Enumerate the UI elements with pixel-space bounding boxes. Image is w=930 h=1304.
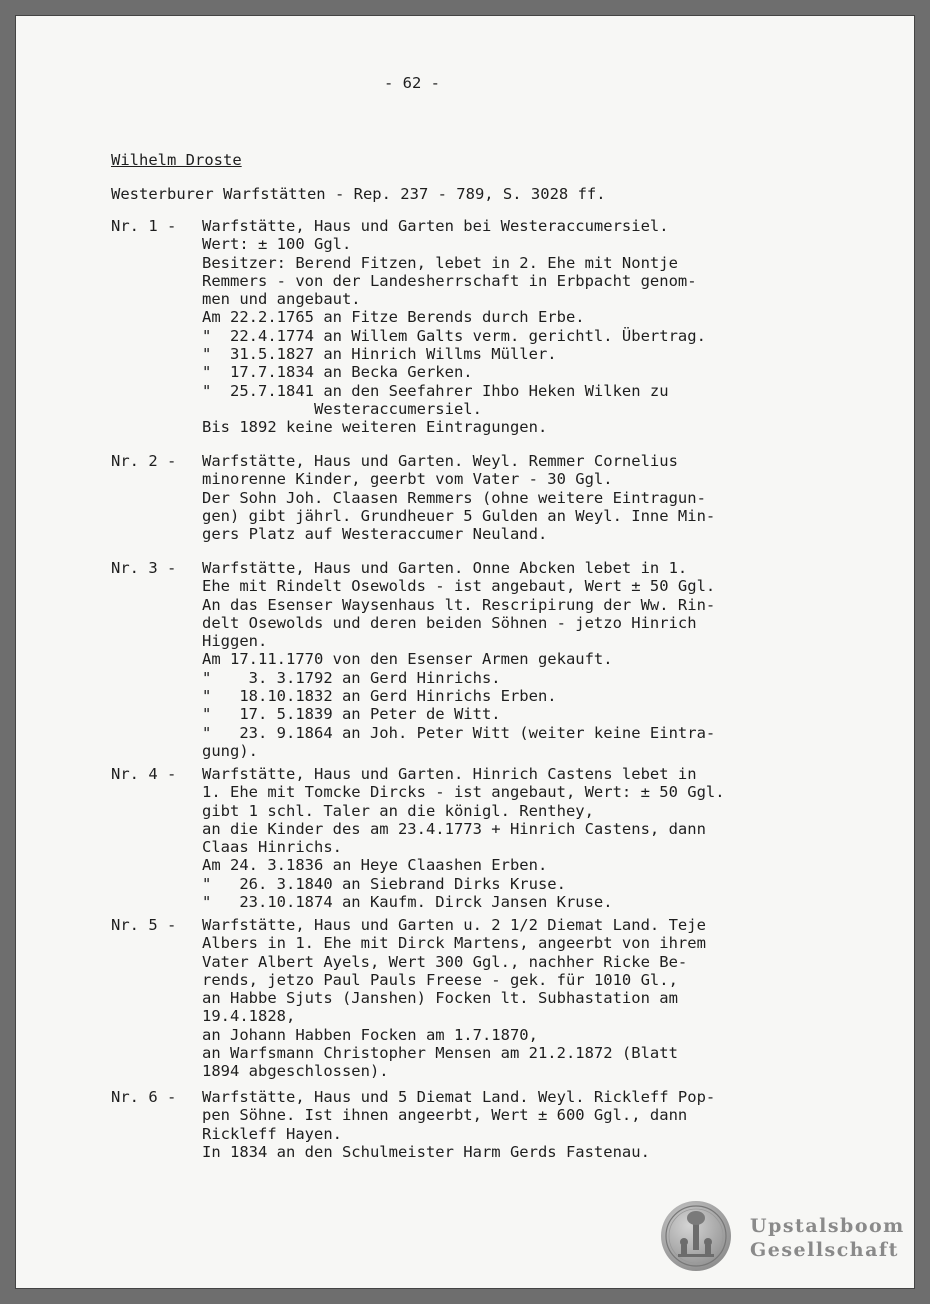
entry-line: gung). (202, 741, 258, 760)
entry-line: In 1834 an den Schulmeister Harm Gerds Fastenau. (202, 1142, 650, 1161)
entry-line: " 18.10.1832 an Gerd Hinrichs Erben. (202, 687, 557, 706)
source-reference: Westerburer Warfstätten - Rep. 237 - 789, S. 3028 ff. (111, 185, 606, 203)
entry-line: " 3. 3.1792 an Gerd Hinrichs. (202, 668, 501, 687)
entry-line: men und angebaut. (202, 290, 361, 309)
entry-line: " 25.7.1841 an den Seefahrer Ihbo Heken Wilken zu (202, 381, 669, 400)
entry-number: Nr. 3 - (111, 559, 177, 577)
entry-line: Remmers - von der Landesherrschaft in Erbpacht genom- (202, 271, 697, 290)
entry-line: an die Kinder des am 23.4.1773 + Hinrich Castens, dann (202, 819, 706, 838)
entry-line: Der Sohn Joh. Claasen Remmers (ohne weitere Eintragun- (202, 488, 706, 507)
entry-line: Am 17.11.1770 von den Esenser Armen gekauft. (202, 650, 613, 669)
entry-line: gers Platz auf Westeraccumer Neuland. (202, 525, 548, 544)
seal-icon (660, 1200, 732, 1272)
entry-number: Nr. 6 - (111, 1088, 177, 1106)
entry-text (202, 1088, 715, 1161)
entry-line: " 26. 3.1840 an Siebrand Dirks Kruse. (202, 874, 566, 893)
entry-line: " 23. 9.1864 an Joh. Peter Witt (weiter keine Eintra- (202, 723, 716, 742)
entry-line: Am 24. 3.1836 an Heye Claashen Erben. (202, 856, 548, 875)
entry-text (202, 765, 725, 911)
entry-line: Wert: ± 100 Ggl. (202, 235, 352, 254)
author-heading: Wilhelm Droste (111, 151, 242, 169)
entry-line: Higgen. (202, 632, 268, 651)
entry-line: 1. Ehe mit Tomcke Dircks - ist angebaut, Wert: ± 50 Ggl. (202, 783, 725, 802)
entry-line: rends, jetzo Paul Pauls Freese - gek. für 1010 Gl., (202, 970, 678, 989)
entry-line: Vater Albert Ayels, Wert 300 Ggl., nachher Ricke Be- (202, 952, 688, 971)
entry-text (202, 559, 715, 760)
entry-line: an Warfsmann Christopher Mensen am 21.2.1872 (Blatt (202, 1044, 678, 1063)
entry-line: an Habbe Sjuts (Janshen) Focken lt. Subhastation am (202, 989, 678, 1008)
entry-text (202, 452, 715, 543)
document-page (16, 16, 914, 1288)
logo-line-2: Gesellschaft (750, 1239, 899, 1261)
entry-line: Albers in 1. Ehe mit Dirck Martens, angeerbt von ihrem (202, 934, 706, 953)
entry-line: an Johann Habben Focken am 1.7.1870, (202, 1025, 538, 1044)
entry-line: 1894 abgeschlossen). (202, 1062, 389, 1081)
entry-line: Am 22.2.1765 an Fitze Berends durch Erbe. (202, 308, 585, 327)
entry-line: Warfstätte, Haus und Garten u. 2 1/2 Diemat Land. Teje (202, 916, 706, 934)
society-logo (660, 1200, 905, 1276)
entry-line: Warfstätte, Haus und Garten. Onne Abcken lebet in 1. (202, 559, 688, 577)
entry-line: minorenne Kinder, geerbt vom Vater - 30 Ggl. (202, 470, 613, 489)
entry-number: Nr. 4 - (111, 765, 177, 783)
entry-line: Warfstätte, Haus und Garten bei Westeraccumersiel. (202, 217, 669, 235)
entry-line: " 22.4.1774 an Willem Galts verm. gerichtl. Übertrag. (202, 326, 706, 345)
entry-line: Warfstätte, Haus und Garten. Weyl. Remmer Cornelius (202, 452, 678, 470)
entry-line: Claas Hinrichs. (202, 838, 342, 857)
entry-text (202, 916, 706, 1081)
entry-number: Nr. 2 - (111, 452, 177, 470)
entry-line: Bis 1892 keine weiteren Eintragungen. (202, 418, 548, 437)
entry-line: gen) gibt jährl. Grundheuer 5 Gulden an Weyl. Inne Min- (202, 506, 716, 525)
entry-line: delt Osewolds und deren beiden Söhnen - jetzo Hinrich (202, 613, 697, 632)
entry-line: pen Söhne. Ist ihnen angeerbt, Wert ± 600 Ggl., dann (202, 1106, 688, 1125)
entry-line: " 17.7.1834 an Becka Gerken. (202, 363, 473, 382)
logo-text (750, 1214, 905, 1262)
entry-line: Ehe mit Rindelt Osewolds - ist angebaut, Wert ± 50 Ggl. (202, 577, 716, 596)
entry-line: Rickleff Hayen. (202, 1124, 342, 1143)
entry-line: " 23.10.1874 an Kaufm. Dirck Jansen Kruse. (202, 893, 613, 912)
entry-number: Nr. 1 - (111, 217, 177, 235)
entry-text (202, 217, 706, 437)
entry-line: Warfstätte, Haus und 5 Diemat Land. Weyl. Rickleff Pop- (202, 1088, 716, 1106)
entry-line: 19.4.1828, (202, 1007, 296, 1026)
entry-line: Westeraccumersiel. (202, 399, 482, 418)
entry-number: Nr. 5 - (111, 916, 177, 934)
logo-line-1: Upstalsboom (750, 1215, 905, 1237)
entry-line: " 31.5.1827 an Hinrich Willms Müller. (202, 345, 557, 364)
entry-line: Besitzer: Berend Fitzen, lebet in 2. Ehe mit Nontje (202, 253, 678, 272)
entry-line: Warfstätte, Haus und Garten. Hinrich Castens lebet in (202, 765, 697, 783)
entry-line: An das Esenser Waysenhaus lt. Rescripirung der Ww. Rin- (202, 595, 716, 614)
page-number: - 62 - (384, 74, 440, 92)
entry-line: " 17. 5.1839 an Peter de Witt. (202, 705, 501, 724)
entry-line: gibt 1 schl. Taler an die königl. Renthey, (202, 801, 594, 820)
document-frame (16, 16, 914, 1288)
